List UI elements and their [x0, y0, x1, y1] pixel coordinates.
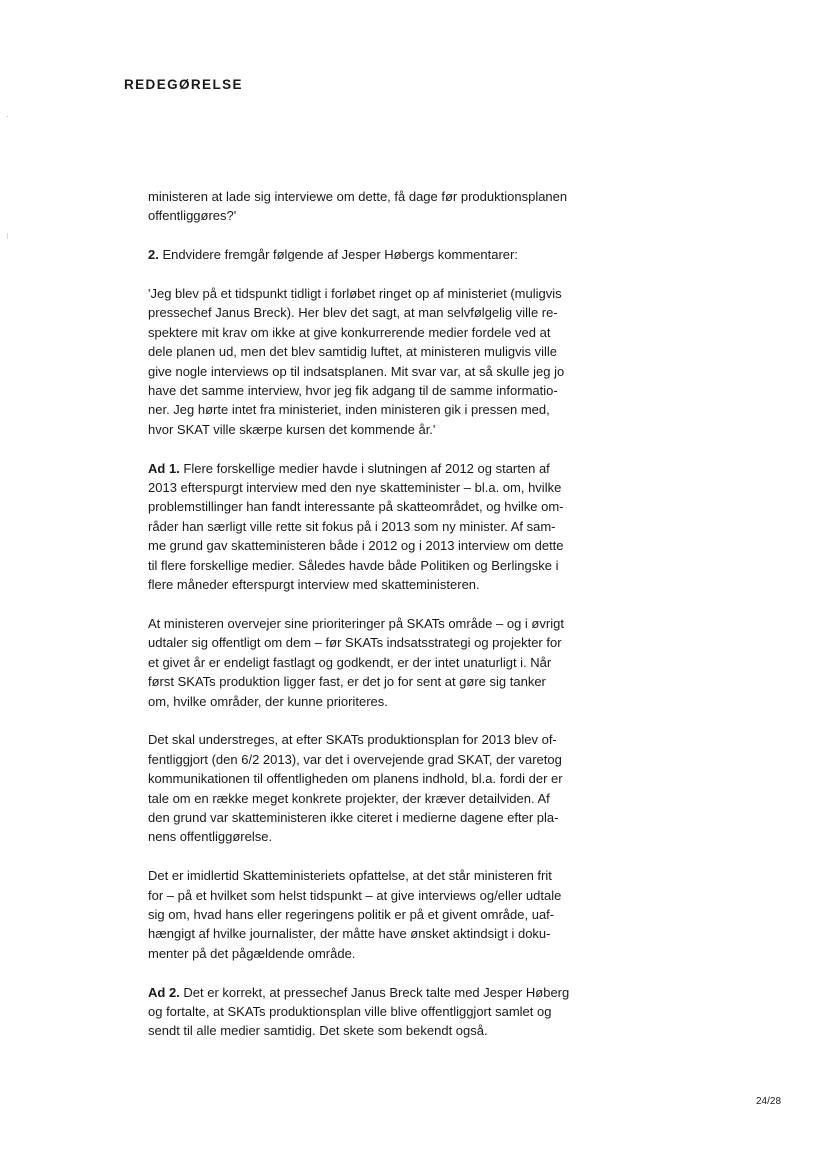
paragraph: [148, 730, 588, 846]
text-line: offentliggøres?': [148, 208, 237, 224]
text-line: have det samme interview, hvor jeg fik adgang til de samme informatio-: [148, 383, 558, 399]
text-line: me grund gav skatteministeren både i 2012 og i 2013 interview om dette: [148, 538, 564, 554]
page-title: REDEGØRELSE: [124, 77, 243, 92]
margin-mark: ⁝: [6, 232, 9, 241]
text-line: 2013 efterspurgt interview med den nye skatteminister – bl.a. om, hvilke: [148, 480, 562, 496]
paragraph-ad-2: [148, 983, 588, 1041]
text-line: et givet år er endeligt fastlagt og godkendt, er der intet unaturligt i. Når: [148, 654, 552, 670]
document-body: [148, 187, 588, 1041]
text-line: hængigt af hvilke journalister, der måtte have ønsket aktindsigt i doku-: [148, 926, 551, 942]
text-line: den grund var skatteministeren ikke citeret i medierne dagene efter pla-: [148, 809, 559, 825]
text-line: ministeren at lade sig interviewe om dette, få dage før produktionsplanen: [148, 189, 568, 204]
text-line: At ministeren overvejer sine prioriteringer på SKATs område – og i øvrigt: [148, 615, 564, 631]
text-line: udtaler sig offentligt om dem – før SKATs indsatsstrategi og projekter for: [148, 635, 562, 651]
text-line: dele planen ud, men det blev samtidig luftet, at ministeren muligvis ville: [148, 344, 557, 360]
text-line: 'Jeg blev på et tidspunkt tidligt i forløbet ringet op af ministeriet (muligvis: [148, 286, 562, 301]
text-line: ner. Jeg hørte intet fra ministeriet, inden ministeren gik i pressen med,: [148, 402, 550, 418]
text-line: Det er korrekt, at pressechef Janus Breck talte med Jesper Høberg: [179, 984, 570, 1000]
text-line: pressechef Janus Breck). Her blev det sagt, at man selvfølgelig ville re-: [148, 305, 558, 321]
text-line: hvor SKAT ville skærpe kursen det kommende år.': [148, 421, 436, 437]
text-line: først SKATs produktion ligger fast, er det jo for sent at gøre sig tanker: [148, 674, 546, 690]
text-line: spektere mit krav om ikke at give konkurrerende medier fordele ved at: [148, 324, 551, 340]
text-line: Flere forskellige medier havde i slutningen af 2012 og starten af: [179, 460, 550, 476]
paragraph-continuation: [148, 187, 588, 226]
ad-label: Ad 1.: [148, 460, 180, 476]
text-line: kommunikationen til offentligheden om planens indhold, bl.a. fordi der er: [148, 771, 563, 787]
paragraph: [148, 614, 588, 711]
quote-block: [148, 284, 588, 439]
text-line: Det skal understreges, at efter SKATs produktionsplan for 2013 blev of-: [148, 732, 557, 748]
text-line: og fortalte, at SKATs produktionsplan ville blive offentliggjort samlet og: [148, 1003, 552, 1019]
paragraph-point-2: [148, 245, 588, 264]
text-line: menter på det pågældende område.: [148, 945, 356, 961]
text-line: flere måneder efterspurgt interview med skatteministeren.: [148, 577, 480, 593]
text-line: Det er imidlertid Skatteministeriets opfattelse, at det står ministeren frit: [148, 868, 552, 884]
text-line: tale om en række meget konkrete projekter, der kræver detailviden. Af: [148, 790, 550, 806]
text-line: sig om, hvad hans eller regeringens politik er på et givent område, uaf-: [148, 906, 555, 922]
text-line: give nogle interviews op til indsatsplanen. Mit svar var, at så skulle jeg jo: [148, 363, 565, 379]
page-number: 24/28: [756, 1096, 782, 1107]
text-line: sendt til alle medier samtidig. Det skete som bekendt også.: [148, 1023, 488, 1039]
paragraph-ad-1: [148, 459, 588, 595]
text-line: problemstillinger han fandt interessante på skatteområdet, og hvilke om-: [148, 499, 564, 515]
text-line: om, hvilke områder, der kunne prioriteres.: [148, 693, 388, 709]
text-line: Endvidere fremgår følgende af Jesper Høbergs kommentarer:: [158, 247, 518, 263]
text-line: nens offentliggørelse.: [148, 829, 273, 845]
paragraph: [148, 866, 588, 963]
text-line: til flere forskellige medier. Således havde både Politiken og Berlingske i: [148, 557, 559, 573]
margin-mark: ·: [6, 112, 9, 121]
text-line: for – på et hvilket som helst tidspunkt – at give interviews og/eller udtale: [148, 887, 562, 903]
text-line: fentliggjort (den 6/2 2013), var det i overvejende grad SKAT, der varetog: [148, 751, 562, 767]
text-line: råder han særligt ville rette sit fokus på i 2013 som ny minister. Af sam-: [148, 518, 556, 534]
point-label: 2.: [148, 247, 159, 263]
ad-label: Ad 2.: [148, 984, 180, 1000]
